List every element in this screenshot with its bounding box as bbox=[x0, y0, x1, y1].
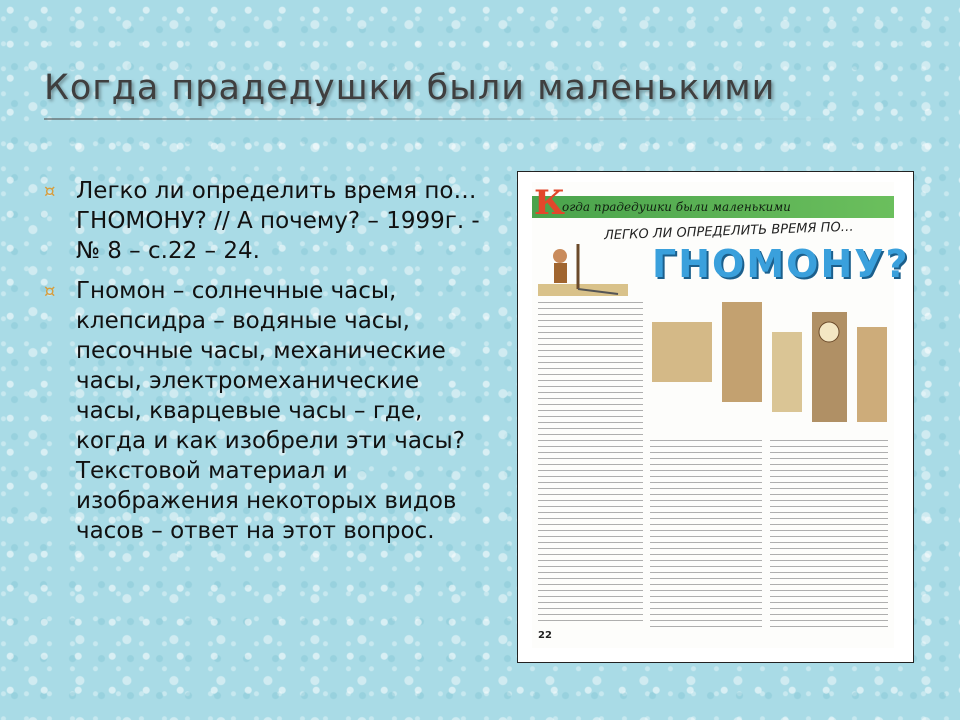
bullet-item bbox=[44, 276, 484, 546]
magazine-page bbox=[532, 182, 910, 648]
caveman-sundial-illustration bbox=[538, 234, 628, 304]
title-underline bbox=[44, 118, 844, 120]
bullet-marker-icon: ¤ bbox=[44, 181, 56, 202]
magazine-scan-image bbox=[518, 172, 913, 662]
slide-title: Когда прадедушки были маленькими bbox=[44, 68, 776, 108]
article-column bbox=[538, 302, 643, 622]
bullet-list bbox=[44, 176, 484, 556]
bullet-marker-icon: ¤ bbox=[44, 281, 56, 302]
magazine-header: огда прадедушки были маленькими bbox=[532, 196, 894, 218]
bullet-text: Гномон – солнечные часы, клепсидра – водяные часы, песочные часы, механические часы, электромеханические часы, кварцевые часы – где, когда и как изобрели эти часы? Текстовой материал и изображения некоторых видов часов – ответ на этот вопрос. bbox=[76, 278, 465, 544]
article-column bbox=[650, 440, 762, 630]
clocks-illustration bbox=[652, 292, 892, 432]
magazine-header-initial: К bbox=[534, 183, 565, 223]
bullet-text: Легко ли определить время по… ГНОМОНУ? // А почему? – 1999г. - № 8 – с.22 – 24. bbox=[76, 178, 480, 264]
bullet-item bbox=[44, 176, 484, 266]
magazine-headline: ГНОМОНУ? bbox=[652, 242, 910, 286]
article-column bbox=[770, 440, 888, 630]
page-number: 22 bbox=[538, 630, 552, 641]
magazine-subtitle: ЛЕГКО ЛИ ОПРЕДЕЛИТЬ ВРЕМЯ ПО… bbox=[603, 219, 854, 244]
